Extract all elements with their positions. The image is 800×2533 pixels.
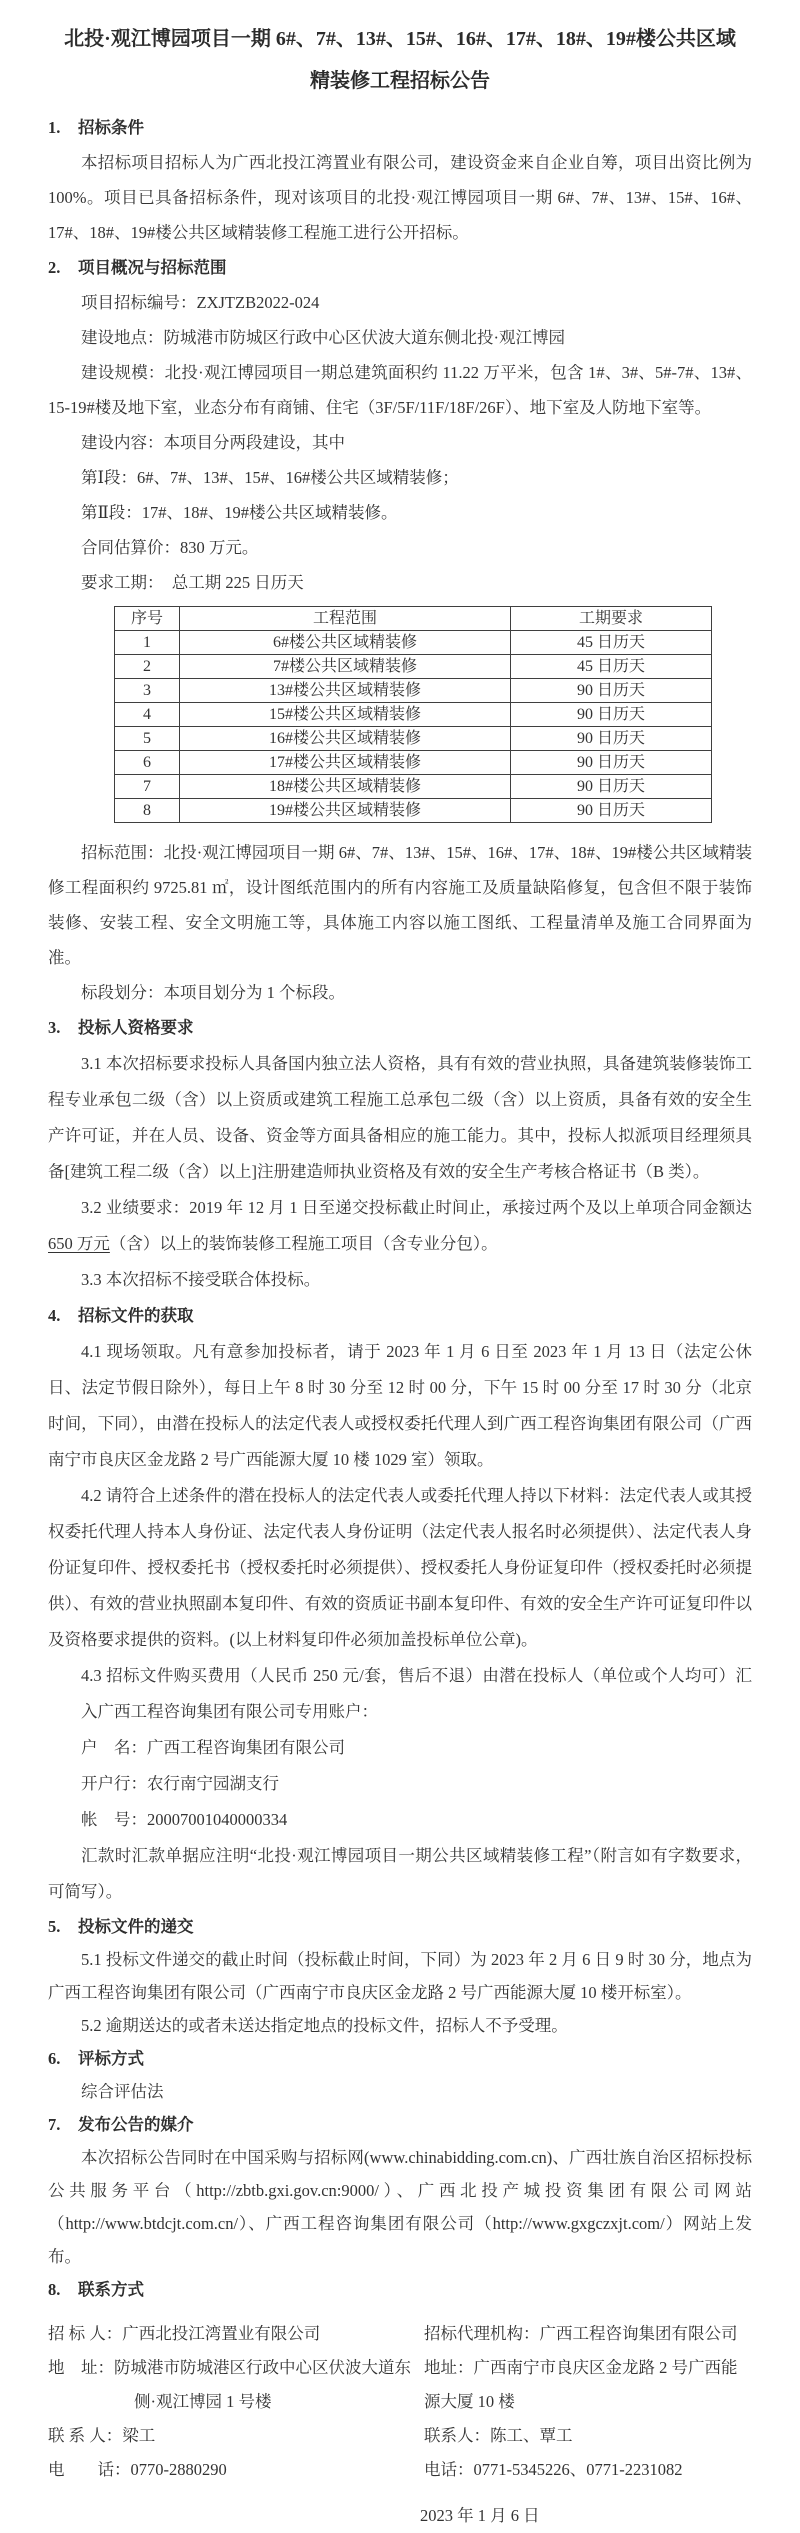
- table-row: [115, 799, 712, 823]
- agency-name-line: 招标代理机构：广西工程咨询集团有限公司: [424, 2324, 738, 2343]
- agency-address-line: 地址：广西南宁市良庆区金龙路 2 号广西能源大厦 10 楼: [424, 2358, 738, 2411]
- section-announcement-media: [48, 2108, 752, 2273]
- construction-site-line: 建设地点：防城港市防城区行政中心区伏波大道东侧北投·观江博园: [81, 328, 565, 347]
- cell-seq: 5: [115, 727, 180, 751]
- tenderer-address-line: 地 址：防城港市防城港区行政中心区伏波大道东侧·观江博园 1 号楼: [48, 2358, 411, 2411]
- section-heading-text: 评标方式: [78, 2049, 144, 2068]
- section-number: 2.: [48, 258, 61, 277]
- section-number: 6.: [48, 2049, 61, 2068]
- section-project-overview: [48, 250, 752, 1010]
- submission-5-2-paragraph: 5.2 逾期送达的或者未送达指定地点的投标文件，招标人不予受理。: [81, 2016, 568, 2035]
- column-header-duration: 工期要求: [511, 607, 712, 631]
- cell-scope: 13#楼公共区域精装修: [180, 679, 511, 703]
- stage-2-line: 第Ⅱ段：17#、18#、19#楼公共区域精装修。: [81, 503, 398, 522]
- section-bidder-qualification: [48, 1010, 752, 1298]
- cell-scope: 18#楼公共区域精装修: [180, 775, 511, 799]
- section-contact-info: [48, 2273, 752, 2533]
- column-header-seq: 序号: [115, 607, 180, 631]
- cell-seq: 6: [115, 751, 180, 775]
- account-name-line: 户 名：广西工程咨询集团有限公司: [81, 1738, 345, 1757]
- cell-duration: 90 日历天: [511, 703, 712, 727]
- section-bid-conditions: [48, 110, 752, 250]
- cell-seq: 7: [115, 775, 180, 799]
- cell-scope: 15#楼公共区域精装修: [180, 703, 511, 727]
- column-header-scope: 工程范围: [180, 607, 511, 631]
- cell-seq: 1: [115, 631, 180, 655]
- section-number: 5.: [48, 1917, 61, 1936]
- bid-conditions-paragraph: 本招标项目招标人为广西北投江湾置业有限公司，建设资金来自企业自筹，项目出资比例为 100%。项目已具备招标条件，现对该项目的北投·观江博园项目一期 6#、7#、13#、15#、16#、17#、18#、19#楼公共区域精装修工程施工进行公开招标。: [48, 153, 752, 242]
- table-row: [115, 631, 712, 655]
- contract-estimate-line: 合同估算价：830 万元。: [81, 538, 259, 557]
- acquisition-4-1-paragraph: 4.1 现场领取。凡有意参加投标者，请于 2023 年 1 月 6 日至 2023 年 1 月 13 日（法定公休日、法定节假日除外），每日上午 8 时 30 分至 12 时 00 分，下午 15 时 00 分至 17 时 30 分（北京时间，下同），由潜在投标人的法定代表人或授权委托代理人到广西工程咨询集团有限公司（广西南宁市良庆区金龙路 2 号广西能源大厦 10 楼 1029 室）领取。: [48, 1342, 753, 1469]
- section-number: 7.: [48, 2115, 61, 2134]
- table-row: [115, 775, 712, 799]
- agency-contact-column: [424, 2317, 752, 2487]
- construction-content-line: 建设内容：本项目分两段建设，其中: [81, 433, 345, 452]
- construction-scale-line: 建设规模：北投·观江博园项目一期总建筑面积约 11.22 万平米，包含 1#、3#、5#-7#、13#、15-19#楼及地下室，业态分布有商铺、住宅（3F/5F/11F/18F/26F）、地下室及人防地下室等。: [48, 363, 752, 417]
- cell-duration: 90 日历天: [511, 727, 712, 751]
- agency-contact-person-line: 联系人：陈工、覃工: [424, 2426, 573, 2445]
- contact-columns: [48, 2317, 752, 2487]
- cell-duration: 90 日历天: [511, 751, 712, 775]
- table-row: [115, 751, 712, 775]
- cell-duration: 45 日历天: [511, 631, 712, 655]
- qualification-3-1-paragraph: 3.1 本次招标要求投标人具备国内独立法人资格，具有有效的营业执照，具备建筑装修装饰工程专业承包二级（含）以上资质或建筑工程施工总承包二级（含）以上资质，具备有效的安全生产许可证，并在人员、设备、资金等方面具备相应的施工能力。其中，投标人拟派项目经理须具备[建筑工程二级（含）以上]注册建造师执业资格及有效的安全生产考核合格证书（B 类）。: [48, 1054, 752, 1181]
- section-heading-text: 招标条件: [78, 118, 144, 137]
- section-heading-text: 项目概况与招标范围: [78, 258, 227, 277]
- agency-phone-line: 电话：0771-5345226、0771-2231082: [424, 2460, 683, 2479]
- section-heading-text: 发布公告的媒介: [78, 2115, 194, 2134]
- lot-division-line: 标段划分：本项目划分为 1 个标段。: [81, 983, 345, 1002]
- cell-duration: 45 日历天: [511, 655, 712, 679]
- work-scope-table: [114, 606, 712, 823]
- cell-scope: 16#楼公共区域精装修: [180, 727, 511, 751]
- remittance-note-paragraph: 汇款时汇款单据应注明“北投·观江博园项目一期公共区域精装修工程”（附言如有字数要求，可简写）。: [48, 1846, 752, 1901]
- performance-requirement-text: 3.2 业绩要求：2019 年 12 月 1 日至递交投标截止时间止，承接过两个及以上单项合同金额达: [81, 1198, 752, 1217]
- section-heading-1: [48, 110, 752, 145]
- bank-line: 开户行：农行南宁园湖支行: [81, 1774, 279, 1793]
- qualification-3-3-paragraph: 3.3 本次招标不接受联合体投标。: [81, 1270, 321, 1289]
- section-heading-text: 投标文件的递交: [78, 1917, 194, 1936]
- cell-duration: 90 日历天: [511, 799, 712, 823]
- document-title: 北投·观江博园项目一期 6#、7#、13#、15#、16#、17#、18#、19#楼公共区域精装修工程招标公告: [64, 28, 736, 92]
- section-number: 8.: [48, 2280, 61, 2299]
- cell-scope: 6#楼公共区域精装修: [180, 631, 511, 655]
- section-number: 3.: [48, 1018, 61, 1037]
- section-heading-6: [48, 2042, 752, 2075]
- tender-number-line: 项目招标编号：ZXJTZB2022-024: [81, 293, 320, 312]
- section-heading-3: [48, 1010, 752, 1046]
- cell-seq: 2: [115, 655, 180, 679]
- performance-requirement-tail: （含）以上的装饰装修工程施工项目（含专业分包）。: [109, 1234, 498, 1253]
- section-document-acquisition: [48, 1298, 752, 1910]
- cell-seq: 3: [115, 679, 180, 703]
- tenderer-contact-person-line: 联 系 人：梁工: [48, 2426, 156, 2445]
- section-heading-text: 联系方式: [78, 2280, 144, 2299]
- section-number: 1.: [48, 118, 61, 137]
- table-row: [115, 727, 712, 751]
- cell-scope: 17#楼公共区域精装修: [180, 751, 511, 775]
- section-heading-8: [48, 2273, 752, 2307]
- table-row: [115, 703, 712, 727]
- tenderer-phone-line: 电 话：0770-2880290: [48, 2460, 227, 2479]
- tenderer-name-line: 招 标 人：广西北投江湾置业有限公司: [48, 2324, 321, 2343]
- evaluation-method-line: 综合评估法: [81, 2082, 164, 2101]
- section-heading-text: 招标文件的获取: [78, 1306, 194, 1325]
- stage-1-line: 第Ⅰ段：6#、7#、13#、15#、16#楼公共区域精装修；: [81, 468, 459, 487]
- table-row: [115, 679, 712, 703]
- qualification-3-2-paragraph: [48, 1190, 752, 1262]
- cell-scope: 19#楼公共区域精装修: [180, 799, 511, 823]
- section-heading-5: [48, 1910, 752, 1943]
- underlined-amount: 650 万元: [48, 1234, 110, 1253]
- acquisition-4-2-paragraph: 4.2 请符合上述条件的潜在投标人的法定代表人或委托代理人持以下材料：法定代表人或其授权委托代理人持本人身份证、法定代表人身份证明（法定代表人报名时必须提供）、法定代表人身份证复印件、授权委托书（授权委托时必须提供）、授权委托人身份证复印件（授权委托时必须提供）、有效的营业执照副本复印件、有效的资质证书副本复印件、有效的安全生产许可证复印件以及资格要求提供的资料。(以上材料复印件必须加盖投标单位公章)。: [48, 1486, 752, 1649]
- section-heading-7: [48, 2108, 752, 2141]
- announcement-date: 2023 年 1 月 6 日: [420, 2506, 540, 2525]
- section-number: 4.: [48, 1306, 61, 1325]
- section-evaluation-method: [48, 2042, 752, 2108]
- section-heading-4: [48, 1298, 752, 1334]
- media-paragraph: 本次招标公告同时在中国采购与招标网(www.chinabidding.com.cn)、广西壮族自治区招标投标公共服务平台（http://zbtb.gxi.gov.cn:9000/）、广西北投产城投资集团有限公司网站（http://www.btdcjt.com.cn/）、广西工程咨询集团有限公司（http://www.gxgczxjt.com/）网站上发布。: [48, 2148, 752, 2266]
- tenderer-contact-column: [48, 2317, 424, 2487]
- tender-scope-paragraph: 招标范围：北投·观江博园项目一期 6#、7#、13#、15#、16#、17#、18#、19#楼公共区域精装修工程面积约 9725.81 ㎡，设计图纸范围内的所有内容施工及质量缺陷修复，包含但不限于装饰装修、安装工程、安全文明施工等，具体施工内容以施工图纸、工程量清单及施工合同界面为准。: [48, 843, 752, 967]
- submission-5-1-paragraph: 5.1 投标文件递交的截止时间（投标截止时间，下同）为 2023 年 2 月 6 日 9 时 30 分，地点为广西工程咨询集团有限公司（广西南宁市良庆区金龙路 2 号广西能源大厦 10 楼开标室）。: [48, 1950, 752, 2002]
- cell-duration: 90 日历天: [511, 679, 712, 703]
- table-row: [115, 655, 712, 679]
- cell-seq: 8: [115, 799, 180, 823]
- cell-scope: 7#楼公共区域精装修: [180, 655, 511, 679]
- cell-seq: 4: [115, 703, 180, 727]
- required-duration-line: 要求工期： 总工期 225 日历天: [81, 573, 304, 592]
- section-heading-2: [48, 250, 752, 285]
- section-heading-text: 投标人资格要求: [78, 1018, 194, 1037]
- section-bid-submission: [48, 1910, 752, 2042]
- table-header-row: [115, 607, 712, 631]
- cell-duration: 90 日历天: [511, 775, 712, 799]
- account-number-line: 帐 号：20007001040000334: [81, 1810, 288, 1829]
- acquisition-4-3-paragraph: 4.3 招标文件购买费用（人民币 250 元/套，售后不退）由潜在投标人（单位或个人均可）汇入广西工程咨询集团有限公司专用账户：: [81, 1666, 752, 1721]
